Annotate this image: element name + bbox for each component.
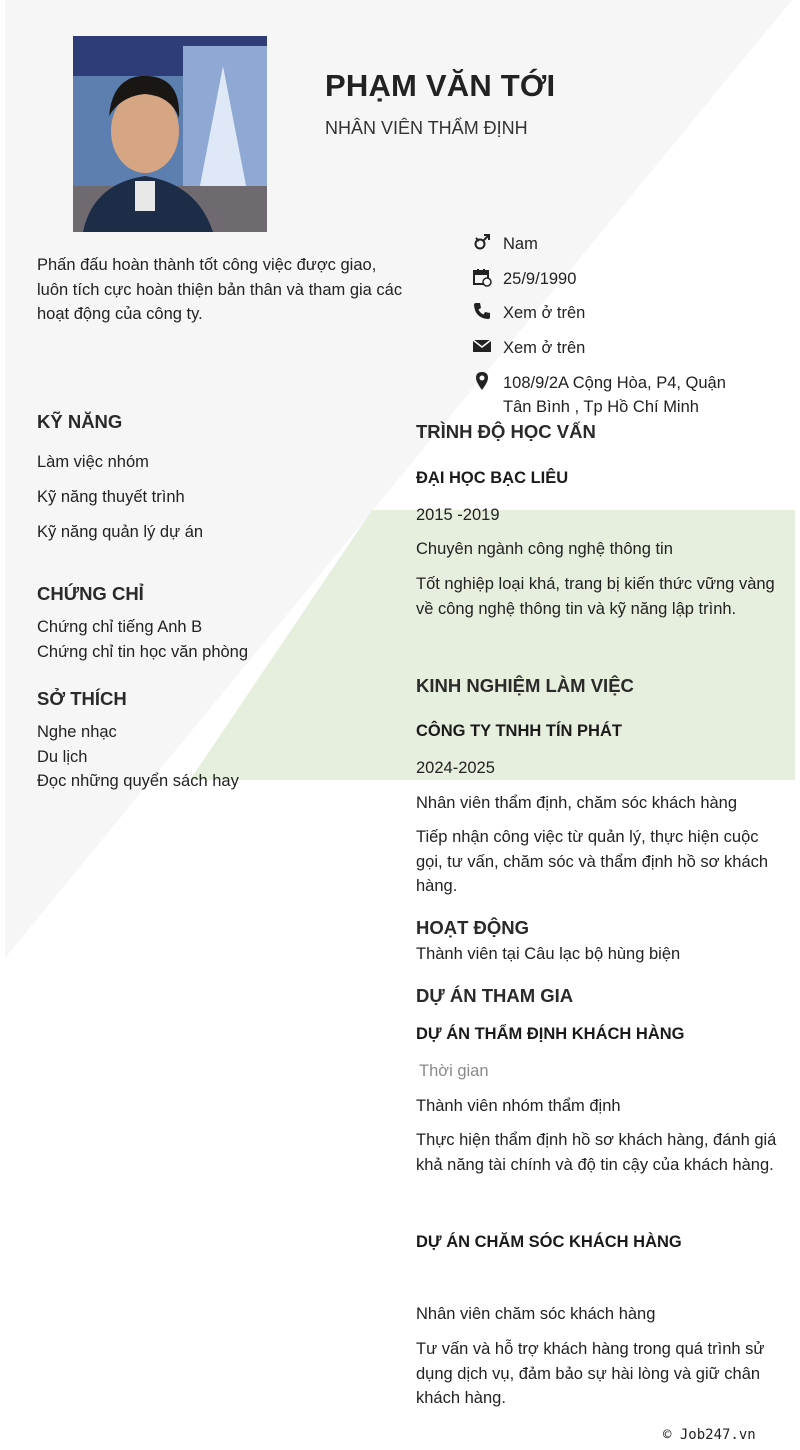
career-objective: Phấn đấu hoàn thành tốt công việc được giao, luôn tích cực hoàn thiện bản thân và tham gia các hoạt động của công ty.	[37, 256, 403, 323]
hobby-item: Đọc những quyển sách hay	[37, 772, 239, 790]
gender-row	[472, 232, 772, 256]
project-name: DỰ ÁN THẨM ĐỊNH KHÁCH HÀNG	[416, 1025, 685, 1043]
project-role: Nhân viên chăm sóc khách hàng	[416, 1305, 656, 1323]
experience-period: 2024-2025	[416, 759, 495, 777]
project-role: Thành viên nhóm thẩm định	[416, 1097, 621, 1115]
gender-icon	[472, 232, 494, 254]
hobby-item: Nghe nhạc	[37, 723, 117, 741]
phone-value: Xem ở trên	[503, 304, 586, 322]
experience-title: KINH NGHIỆM LÀM VIỆC	[416, 675, 634, 696]
education-major: Chuyên ngành công nghệ thông tin	[416, 540, 673, 558]
skills-title: KỸ NĂNG	[37, 411, 123, 432]
skill-item: Kỹ năng quản lý dự án	[37, 523, 204, 541]
projects-title: DỰ ÁN THAM GIA	[416, 985, 574, 1006]
phone-icon	[472, 301, 494, 323]
envelope-icon	[472, 336, 494, 358]
certificates-title: CHỨNG CHỈ	[37, 583, 144, 604]
company-name: CÔNG TY TNHH TÍN PHÁT	[416, 722, 622, 740]
project-name: DỰ ÁN CHĂM SÓC KHÁCH HÀNG	[416, 1233, 682, 1251]
project-time: Thời gian	[419, 1062, 489, 1080]
job-title: NHÂN VIÊN THẨM ĐỊNH	[325, 118, 528, 138]
profile-photo	[73, 36, 267, 232]
experience-position: Nhân viên thẩm định, chăm sóc khách hàng	[416, 794, 738, 812]
candidate-name: PHẠM VĂN TỚI	[325, 68, 556, 103]
project-description: Thực hiện thẩm định hồ sơ khách hàng, đánh giá khả năng tài chính và độ tin cậy của khách hàng.	[416, 1131, 777, 1174]
address-value	[503, 371, 726, 419]
education-description: Tốt nghiệp loại khá, trang bị kiến thức vững vàng về công nghệ thông tin và kỹ năng lập trình.	[416, 575, 775, 618]
education-title: TRÌNH ĐỘ HỌC VẤN	[416, 421, 596, 442]
education-period: 2015 -2019	[416, 506, 500, 524]
skill-item: Kỹ năng thuyết trình	[37, 488, 185, 506]
certificate-item: Chứng chỉ tin học văn phòng	[37, 643, 249, 661]
birthday-row	[472, 267, 772, 291]
email-row	[472, 336, 772, 360]
hobbies-title: SỞ THÍCH	[37, 688, 127, 709]
activities-title: HOẠT ĐỘNG	[416, 917, 530, 938]
experience-description: Tiếp nhận công việc từ quản lý, thực hiện cuộc gọi, tư vấn, chăm sóc và thẩm định hồ sơ khách hàng.	[416, 828, 769, 895]
birthday-value: 25/9/1990	[503, 270, 577, 288]
phone-row	[472, 301, 772, 325]
calendar-icon	[472, 267, 494, 289]
hobby-item: Du lịch	[37, 748, 88, 766]
school-name: ĐẠI HỌC BẠC LIÊU	[416, 469, 569, 487]
gender-value: Nam	[503, 235, 538, 253]
skill-item: Làm việc nhóm	[37, 453, 149, 471]
address-line-2: Tân Bình , Tp Hồ Chí Minh	[503, 398, 699, 416]
address-line-1: 108/9/2A Cộng Hòa, P4, Quận	[503, 374, 726, 392]
copyright-footer: © Job247.vn	[663, 1427, 756, 1443]
email-value: Xem ở trên	[503, 339, 586, 357]
project-description: Tư vấn và hỗ trợ khách hàng trong quá trình sử dụng dịch vụ, đảm bảo sự hài lòng và giữ chân khách hàng.	[416, 1340, 765, 1407]
activity-item: Thành viên tại Câu lạc bộ hùng biện	[416, 945, 681, 963]
location-pin-icon	[472, 371, 494, 393]
address-row	[472, 371, 772, 419]
certificate-item: Chứng chỉ tiếng Anh B	[37, 618, 203, 636]
